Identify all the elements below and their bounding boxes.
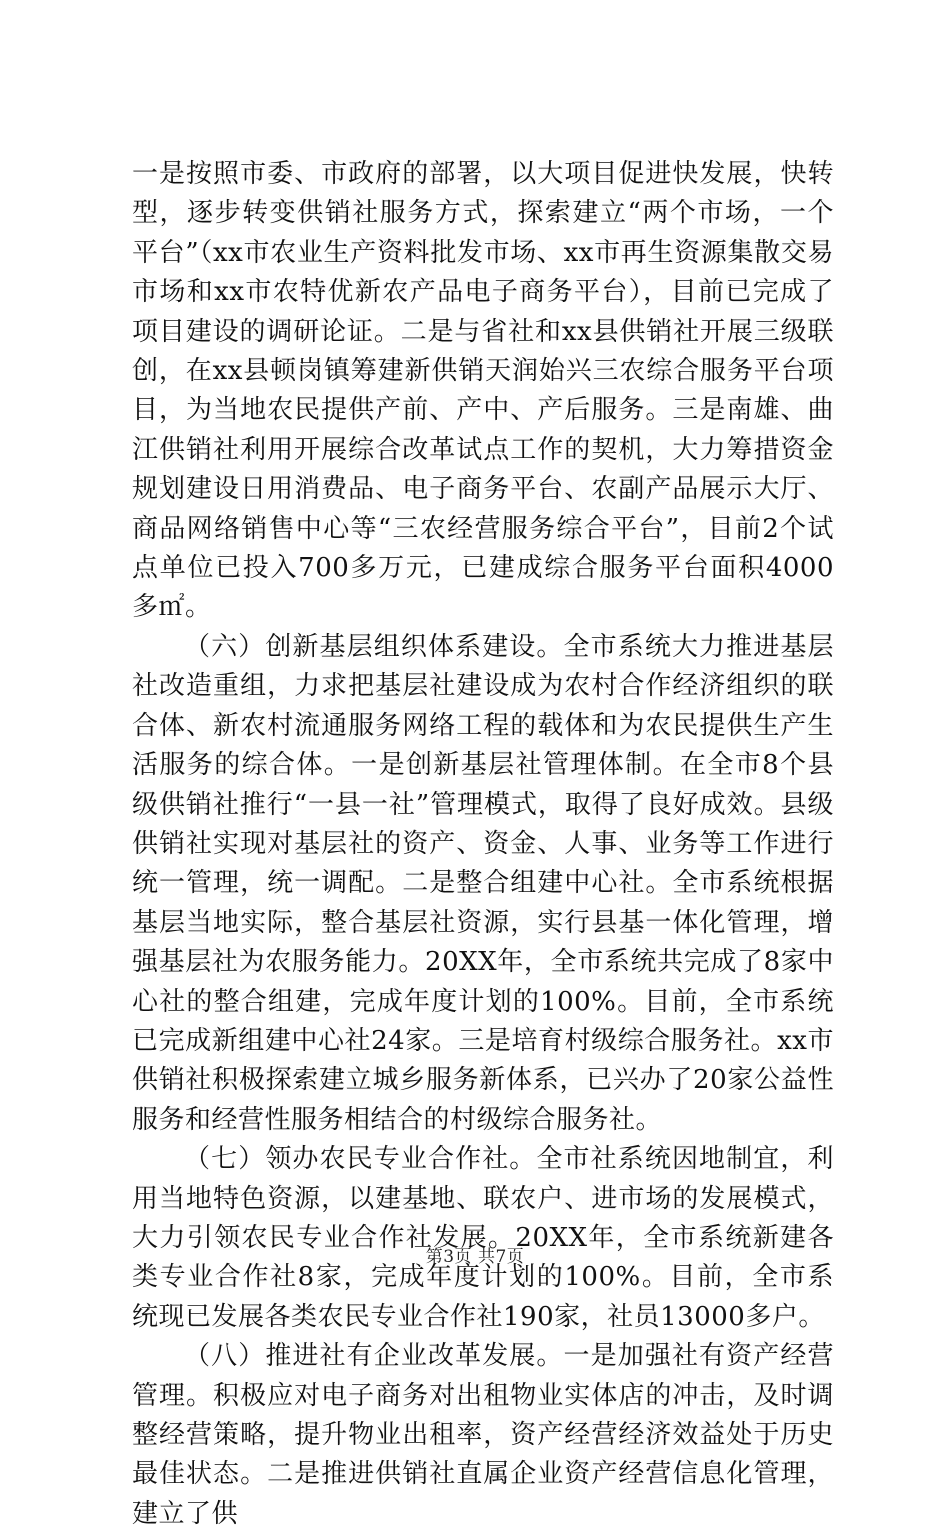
paragraph-section-7: （七）领办农民专业合作社。全市社系统因地制宜，利用当地特色资源，以建基地、联农户、进市场的发展模式，大力引领农民专业合作社发展。20XX年，全市系统新建各类专业合作社8家，完成年度计划的100%。目前，全市系统现已发展各类农民专业合作社190家，社员13000多户。 <box>132 1144 834 1332</box>
paragraph-section-6: （六）创新基层组织体系建设。全市系统大力推进基层社改造重组，力求把基层社建设成为农村合作经济组织的联合体、新农村流通服务网络工程的载体和为农民提供生产生活服务的综合体。一是创新基层社管理体制。在全市8个县级供销社推行“一县一社”管理模式，取得了良好成效。县级供销社实现对基层社的资产、资金、人事、业务等工作进行统一管理，统一调配。二是整合组建中心社。全市系统根据基层当地实际，整合基层社资源，实行县基一体化管理，增强基层社为农服务能力。20XX年，全市系统共完成了8家中心社的整合组建，完成年度计划的100%。目前，全市系统已完成新组建中心社24家。三是培育村级综合服务社。xx市供销社积极探索建立城乡服务新体系，已兴办了20家公益性服务和经营性服务相结合的村级综合服务社。 <box>132 631 834 1135</box>
document-body <box>132 155 834 1534</box>
paragraph-section-8: （八）推进社有企业改革发展。一是加强社有资产经营管理。积极应对电子商务对出租物业实体店的冲击，及时调整经营策略，提升物业出租率，资产经营经济效益处于历史最佳状态。二是推进供销社直属企业资产经营信息化管理，建立了供 <box>132 1341 834 1529</box>
page-number-footer: 第3页 共7页 <box>425 1247 525 1267</box>
paragraph-intro: 一是按照市委、市政府的部署，以大项目促进快发展，快转型，逐步转变供销社服务方式，探索建立“两个市场，一个平台”（xx市农业生产资料批发市场、xx市再生资源集散交易市场和xx市农特优新农产品电子商务平台），目前已完成了项目建设的调研论证。二是与省社和xx县供销社开展三级联创，在xx县顿岗镇筹建新供销天润始兴三农综合服务平台项目，为当地农民提供产前、产中、产后服务。三是南雄、曲江供销社利用开展综合改革试点工作的契机，大力筹措资金规划建设日用消费品、电子商务平台、农副产品展示大厅、商品网络销售中心等“三农经营服务综合平台”，目前2个试点单位已投入700多万元，已建成综合服务平台面积4000多㎡。 <box>132 159 834 623</box>
